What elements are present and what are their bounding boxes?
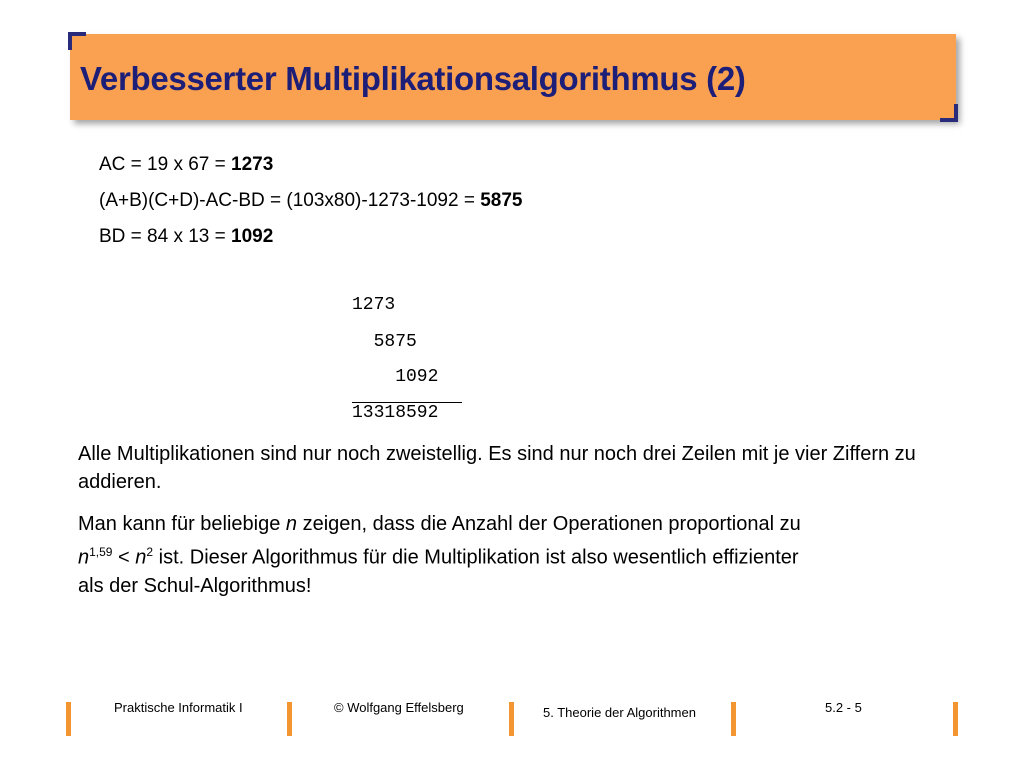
equation-text: AC = 19 x 67 = [99, 154, 232, 175]
footer-page-number: 5.2 - 5 [825, 700, 862, 715]
paragraph-summary: Alle Multiplikationen sind nur noch zweistellig. Es sind nur noch drei Zeilen mit je vier Ziffern zu addieren. [78, 443, 916, 493]
corner-bracket-top-left [68, 32, 86, 50]
footer-separator [953, 702, 958, 736]
footer-separator [287, 702, 292, 736]
footer-separator [66, 702, 71, 736]
title-banner [70, 34, 956, 120]
equation-result: 1092 [231, 226, 274, 247]
footer-chapter: 5. Theorie der Algorithmen [543, 705, 696, 720]
equation-result: 1273 [231, 154, 274, 175]
equation-ac [99, 154, 273, 176]
equation-middle [99, 190, 523, 212]
addition-row-1: 1273 [352, 295, 396, 315]
addition-total: 13318592 [352, 402, 462, 423]
paragraph-complexity: Man kann für beliebige n zeigen, dass die Anzahl der Operationen proportional zu $n^{1,59} < n^2$ ist. Dieser Algorithmus für die Multiplikation ist also wesentlich effizienter als der Schul-Algorithmus! [78, 513, 801, 597]
footer-separator [509, 702, 514, 736]
addition-row-3: 1092 [352, 367, 439, 387]
equation-result: 5875 [480, 190, 523, 211]
equation-text: BD = 84 x 13 = [99, 226, 232, 247]
addition-row-2: 5875 [352, 332, 417, 352]
slide-title: Verbesserter Multiplikationsalgorithmus (2) [80, 60, 746, 97]
corner-bracket-bottom-right [940, 104, 958, 122]
equation-bd [99, 226, 273, 248]
footer-course: Praktische Informatik I [114, 700, 243, 715]
footer-author: © Wolfgang Effelsberg [334, 700, 464, 715]
equation-text: (A+B)(C+D)-AC-BD = (103x80)-1273-1092 = [99, 190, 481, 211]
footer-separator [731, 702, 736, 736]
